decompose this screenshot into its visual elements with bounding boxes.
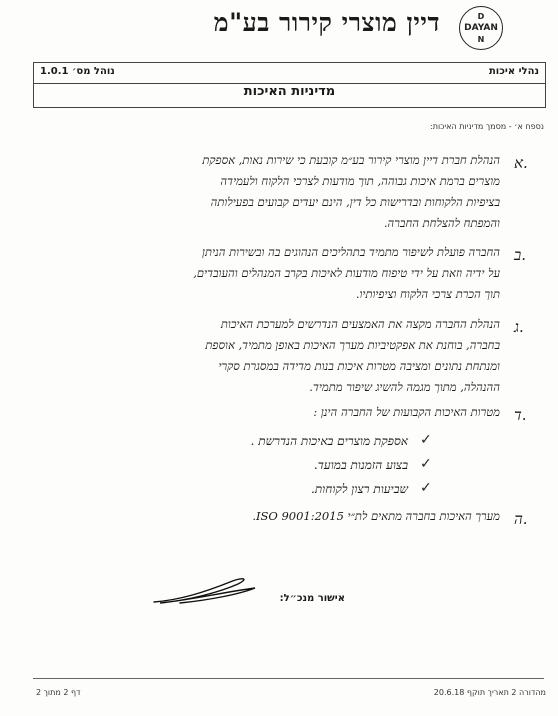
- item-letter-d: ד.: [514, 406, 527, 424]
- signature-graphic: [150, 570, 260, 610]
- dayan-logo: [459, 6, 503, 50]
- footer-edition: מהדורה 2 תאריך תוקף 20.6.18: [433, 688, 546, 697]
- item-paragraph-e: [40, 506, 500, 527]
- item-line: תוך הכרת צרכי הלקוח וציפיותיו.: [355, 287, 500, 301]
- item-line: מטרות האיכות הקבועות של החברה הינן :: [313, 405, 500, 419]
- logo-word: DAYAN: [464, 23, 498, 33]
- objective-item: אספקת מוצרים באיכות הנדרשת .: [250, 434, 408, 448]
- company-name: דיין מוצרי קירור בע"מ: [213, 8, 440, 37]
- policy-title: מדיניות האיכות: [243, 84, 336, 99]
- item-line: בציפיות הלקוחות ובדרישות כל דין, הינם יעדים קבועים בפעילותה: [210, 195, 500, 209]
- section-label: נהלי איכות: [488, 66, 539, 77]
- procedure-number: 1.0.1 נוהל מס׳: [40, 66, 115, 77]
- checkmark-icon: ✓: [420, 456, 432, 472]
- meta-row: [34, 63, 545, 84]
- footer-page-number: דף 2 מתוך 2: [36, 688, 81, 697]
- appendix-note: נספח א׳ - מסמך מדיניות האיכות:: [430, 122, 544, 131]
- objective-item: שביעות רצון לקוחות.: [311, 482, 408, 496]
- item-line: הנהלת חברת דיין מוצרי קירור בע״מ קובעת כי שירות נאות, אספקת: [202, 153, 500, 167]
- item-paragraph-a: [40, 150, 500, 234]
- logo-letter-bottom: N: [477, 35, 485, 44]
- item-letter-e: ה.: [514, 510, 528, 528]
- checkmark-icon: ✓: [420, 480, 432, 496]
- item-line: ומנתחת נתונים ומציבה מטרות איכות בנות מדידה במסגרת סקרי: [218, 359, 500, 373]
- item-line: מערך האיכות בחברה מתאים לת״י ISO 9001:2015.: [252, 509, 500, 523]
- item-letter-a: א.: [514, 154, 528, 172]
- item-line: ההנהלה, מתוך מגמה להשיג שיפור מתמיד.: [309, 380, 500, 394]
- document-meta-table: [33, 62, 546, 108]
- item-paragraph-d: [40, 402, 500, 423]
- item-paragraph-b: [40, 242, 500, 305]
- item-line: על ידיה וזאת על ידי טיפוח מודעות לאיכות בקרב המנהלים והעובדים,: [193, 266, 500, 280]
- item-line: מוצרים ברמת איכות גבוהה, תוך מודעות לצרכי הלקוח ולעמידה: [220, 174, 500, 188]
- item-paragraph-c: [40, 314, 500, 398]
- item-letter-b: ב.: [514, 246, 527, 264]
- item-line: החברה פועלת לשיפור מתמיד בתהליכים הנהוגים בה ובשירות הניתן: [202, 245, 500, 259]
- item-line: הנהלת החברה מקצה את האמצעים הנדרשים למערכת האיכות: [220, 317, 500, 331]
- ceo-approval-label: אישור מנכ״ל:: [279, 593, 345, 604]
- item-letter-c: ג.: [514, 318, 524, 336]
- logo-letter-top: D: [477, 12, 485, 21]
- footer-divider: [33, 678, 544, 679]
- checkmark-icon: ✓: [420, 432, 432, 448]
- item-line: והמפתח להצלחת החברה.: [383, 216, 500, 230]
- objective-item: בצוע הזמנות במועד.: [313, 458, 408, 472]
- item-line: בחברה, בוחנת את אפקטיביות מערך האיכות באופן מתמיד, אוספת: [205, 338, 500, 352]
